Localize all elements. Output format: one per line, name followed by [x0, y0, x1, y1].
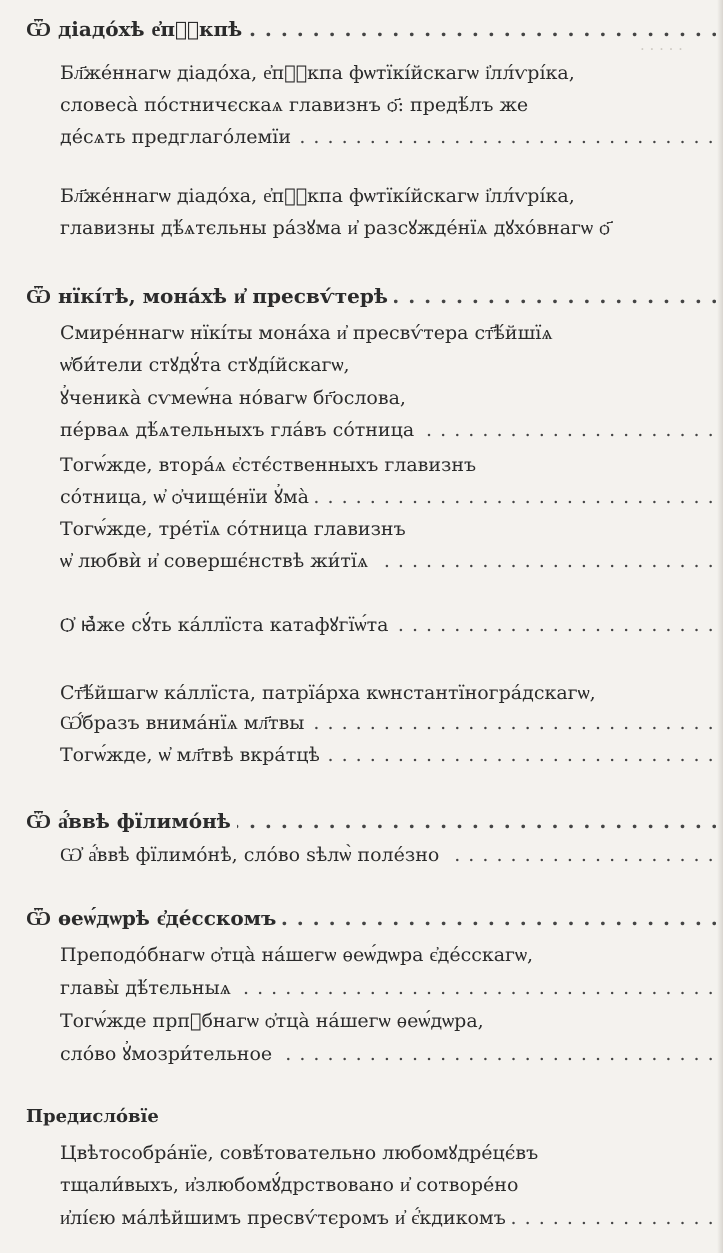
section-heading-diadochus: Ѿ діадо́хѣ е҆пⷭ҇кпѣ . . . — [26, 16, 716, 42]
toc-entry: Бл҃же́ннагѡ діадо́ха, е҆пⷭ҇кпа фѡтїкі́йскагѡ і҆лл́ѵрі́ка, — [60, 60, 716, 86]
toc-entry: Ѡ҆́бразъ внима́нїѧ мл҃твы . . . — [60, 710, 716, 736]
section-heading-nicetas: Ѿ нїкі́тѣ, мона́хѣ и҆ пресвѵ́терѣ . . . — [26, 283, 716, 309]
preface-heading: Предисло́вїе — [26, 1104, 716, 1130]
toc-entry-callistus-heading: Ѻ҆ ꙗ҆̀же сꙋ́ть ка́ллїста катафꙋгїѡ́та . . . — [60, 612, 716, 638]
toc-entry: пе́рваѧ дѣ́ѧтельныхъ гла́въ со́тница . . . — [60, 417, 716, 443]
section-heading-theodore: Ѿ ѳеѡ́дѡрѣ є҆де́сскомъ . . . — [26, 905, 716, 931]
page-edge-shadow — [717, 0, 723, 1253]
toc-entry: де́сѧть предглаго́лемїи . . . — [60, 124, 716, 150]
toc-entry: главизны дѣ́ѧтєльны ра́зꙋма и҆ разсꙋжде́нїѧ дꙋхо́внагѡ ѻ҃ — [60, 215, 716, 241]
toc-entry: сло́во ꙋ҆мозри́тельное . . . — [60, 1041, 716, 1067]
toc-entry: Тогѡ́жде, втора́ѧ є҆стє́ственныхъ главизнъ — [60, 452, 716, 478]
toc-entry: главы̀ дѣ́тєльныѧ . . . — [60, 975, 716, 1001]
toc-entry: ѡ҆ любвѝ и҆ совершє́нствѣ жи́тїѧ . . . — [60, 548, 716, 574]
toc-entry: Смире́ннагѡ нїкі́ты мона́ха и҆ пресвѵ́тера ст҃ѣ́йшїѧ — [60, 320, 716, 346]
toc-entry: Цвѣтособра́нїе, совѣ́товательно любомꙋдре́цє́въ — [60, 1140, 716, 1166]
toc-entry: Бл҃же́ннагѡ діадо́ха, е҆пⷭ҇кпа фѡтїкі́йскагѡ і҆лл́ѵрі́ка, — [60, 183, 716, 209]
toc-entry: словеса̀ по́стничєскаѧ главизнъ ѻ҃: предѣ́лъ же — [60, 92, 716, 118]
toc-entry: ꙋ҆ченика̀ сѵмеѡ́на но́вагѡ бг҃ослова, — [60, 385, 716, 411]
toc-entry: Ѡ҆ а҆́ввѣ фїлимо́нѣ, сло́во ѕѣлѡ̀ поле́зно . . . — [60, 842, 716, 868]
toc-entry: со́тница, ѡ҆ ѻ҆чище́нїи ꙋ҆ма̀ . . . — [60, 484, 716, 510]
toc-entry: Преподо́бнагѡ ѻ҆тца̀ на́шегѡ ѳеѡ́дѡра є҆де́сскагѡ, — [60, 942, 716, 968]
toc-entry: ѡ҆би́тели стꙋдꙋ́та стꙋді́йскагѡ, — [60, 352, 716, 378]
toc-entry: Тогѡ́жде, тре́тїѧ со́тница главизнъ — [60, 516, 716, 542]
toc-entry: тщали́выхъ, и҆злюбомꙋ́дрствовано и҆ сотворе́но — [60, 1172, 716, 1198]
toc-entry: Тогѡ́жде прпⷣбнагѡ ѻ҆тца̀ на́шегѡ ѳеѡ́дѡра, — [60, 1008, 716, 1034]
bleed-through: · · · · · — [640, 40, 683, 58]
toc-entry: Ст҃ѣ́йшагѡ ка́ллїста, патрїа́рха кѡнстантїногра́дскагѡ, — [60, 680, 716, 706]
toc-entry: Тогѡ́жде, ѡ҆ мл҃твѣ вкра́тцѣ . . . — [60, 742, 716, 768]
toc-entry: и҆лі́єю ма́лѣйшимъ пресвѵ́тєромъ и҆ є҆́кдикомъ . . . — [60, 1205, 716, 1231]
section-heading-philemon: Ѿ а҆́ввѣ фїлимо́нѣ . . . — [26, 808, 716, 834]
